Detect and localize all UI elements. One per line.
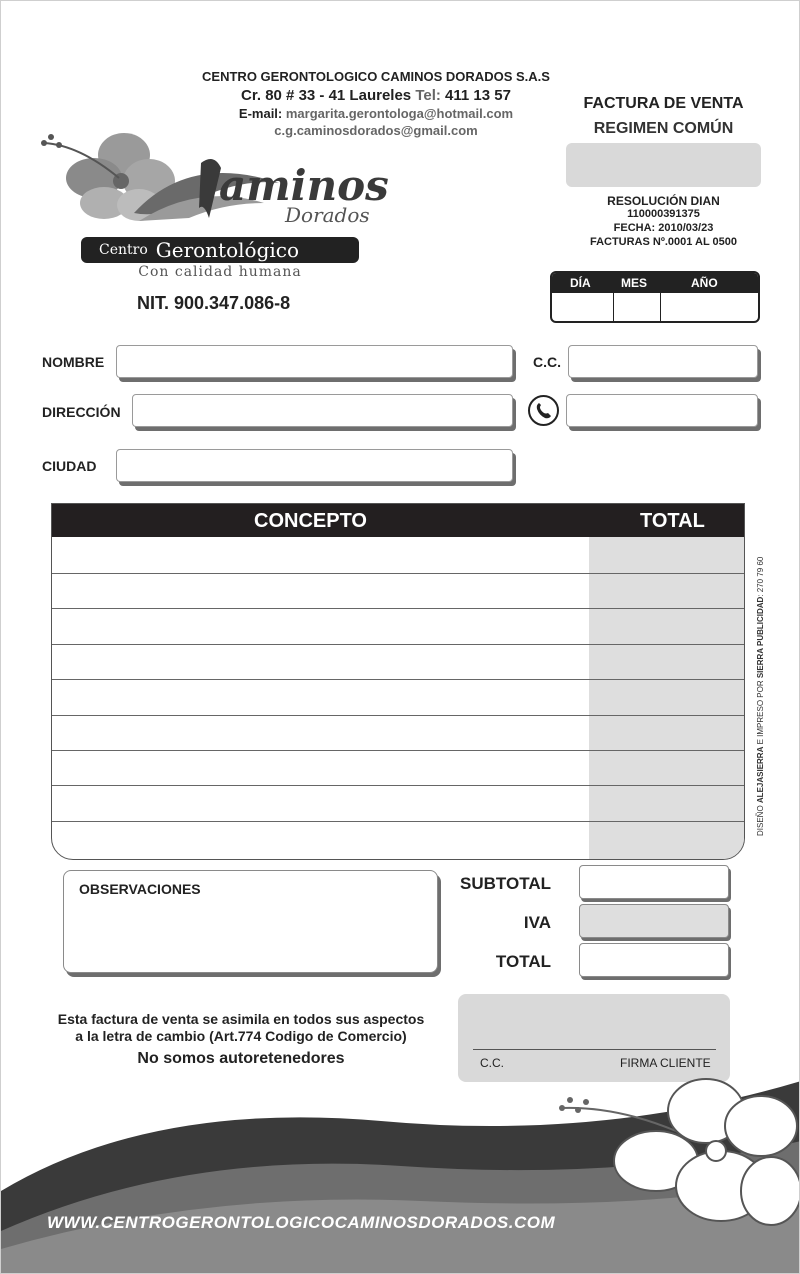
email-line xyxy=(171,106,581,121)
phone-field[interactable] xyxy=(566,394,758,427)
total-column xyxy=(589,537,745,860)
date-day-field[interactable] xyxy=(552,293,613,323)
invoice-number-box xyxy=(566,143,761,187)
invoice-range: FACTURAS Nº.0001 AL 0500 xyxy=(589,236,738,248)
signature-sign-label: FIRMA CLIENTE xyxy=(620,1056,711,1070)
resolution-number: 110000391375 xyxy=(627,208,700,220)
total-label: TOTAL xyxy=(495,952,551,971)
logo-pill-large: Gerontológico xyxy=(155,238,300,262)
total-header: TOTAL xyxy=(640,510,705,532)
subtotal-field[interactable] xyxy=(579,865,729,899)
tel-value: 411 13 57 xyxy=(445,87,511,104)
date-header xyxy=(552,273,758,293)
phone-icon xyxy=(528,395,559,426)
signature-cc-label: C.C. xyxy=(480,1056,504,1070)
resolution-date: FECHA: 2010/03/23 xyxy=(613,222,714,234)
company-address-line xyxy=(171,87,581,104)
address-label: DIRECCIÓN xyxy=(42,404,121,420)
concept-table xyxy=(51,503,745,860)
tel-label: Tel: xyxy=(415,87,441,104)
city-label: CIUDAD xyxy=(42,458,97,474)
table-row-divider xyxy=(52,644,744,645)
concept-header: CONCEPTO xyxy=(254,510,367,532)
email-2: c.g.caminosdorados@gmail.com xyxy=(274,123,478,138)
iva-label: IVA xyxy=(523,913,551,932)
legal-line-3: No somos autoretenedores xyxy=(137,1050,345,1067)
table-row-divider xyxy=(52,750,744,751)
email-1: margarita.gerontologa@hotmail.com xyxy=(285,106,514,121)
credit-prefix: DISEÑO xyxy=(756,805,765,836)
legal-line-2: a la letra de cambio (Art.774 Codigo de Comercio) xyxy=(75,1028,407,1044)
name-label: NOMBRE xyxy=(42,354,105,370)
hibiscus-flower-icon xyxy=(556,1066,800,1236)
observations-field[interactable] xyxy=(63,870,438,973)
company-address: Cr. 80 # 33 - 41 Laureles xyxy=(241,87,412,104)
invoice-regime: REGIMEN COMÚN xyxy=(593,120,734,137)
legal-line-1: Esta factura de venta se asimila en todos sus aspectos xyxy=(57,1011,425,1027)
date-year-label: AÑO xyxy=(691,276,718,290)
logo-word-sub: Dorados xyxy=(285,203,370,227)
logo-word-main: aminos xyxy=(219,161,389,210)
date-month-field[interactable] xyxy=(614,293,660,323)
logo-pill xyxy=(81,237,359,263)
iva-field[interactable] xyxy=(579,904,729,938)
design-credit xyxy=(756,557,765,836)
logo-pill-small: Centro xyxy=(99,242,148,258)
cc-label: C.C. xyxy=(533,354,561,370)
company-name: CENTRO GERONTOLOGICO CAMINOS DORADOS S.A.S xyxy=(202,69,550,84)
observations-label: OBSERVACIONES xyxy=(79,881,201,897)
website-link[interactable]: WWW.CENTROGERONTOLOGICOCAMINOSDORADOS.COM xyxy=(47,1213,556,1232)
resolution-title: RESOLUCIÓN DIAN xyxy=(607,194,720,208)
date-box xyxy=(550,271,760,323)
table-row-divider xyxy=(52,679,744,680)
table-header xyxy=(52,504,744,537)
date-year-field[interactable] xyxy=(661,293,758,323)
nit: NIT. 900.347.086-8 xyxy=(137,293,291,313)
credit-middle: E IMPRESO POR xyxy=(756,680,765,745)
table-row-divider xyxy=(52,821,744,822)
logo-slogan: Con calidad humana xyxy=(138,264,302,280)
table-row-divider xyxy=(52,785,744,786)
email-label: E-mail: xyxy=(238,106,283,121)
city-field[interactable] xyxy=(116,449,513,482)
table-row-divider xyxy=(52,573,744,574)
invoice-title: FACTURA DE VENTA xyxy=(583,95,744,112)
credit-designer: ALEJASIERRA xyxy=(756,746,765,804)
subtotal-label: SUBTOTAL xyxy=(460,874,551,893)
date-day-label: DÍA xyxy=(570,276,591,290)
credit-phone: : 270 79 60 xyxy=(756,556,765,597)
table-row-divider xyxy=(52,608,744,609)
signature-line xyxy=(473,1049,716,1050)
date-month-label: MES xyxy=(621,276,648,290)
total-field[interactable] xyxy=(579,943,729,977)
address-field[interactable] xyxy=(132,394,513,427)
cc-field[interactable] xyxy=(568,345,758,378)
table-row-divider xyxy=(52,715,744,716)
name-field[interactable] xyxy=(116,345,513,378)
credit-printer: SIERRA PUBLICIDAD xyxy=(756,596,765,679)
